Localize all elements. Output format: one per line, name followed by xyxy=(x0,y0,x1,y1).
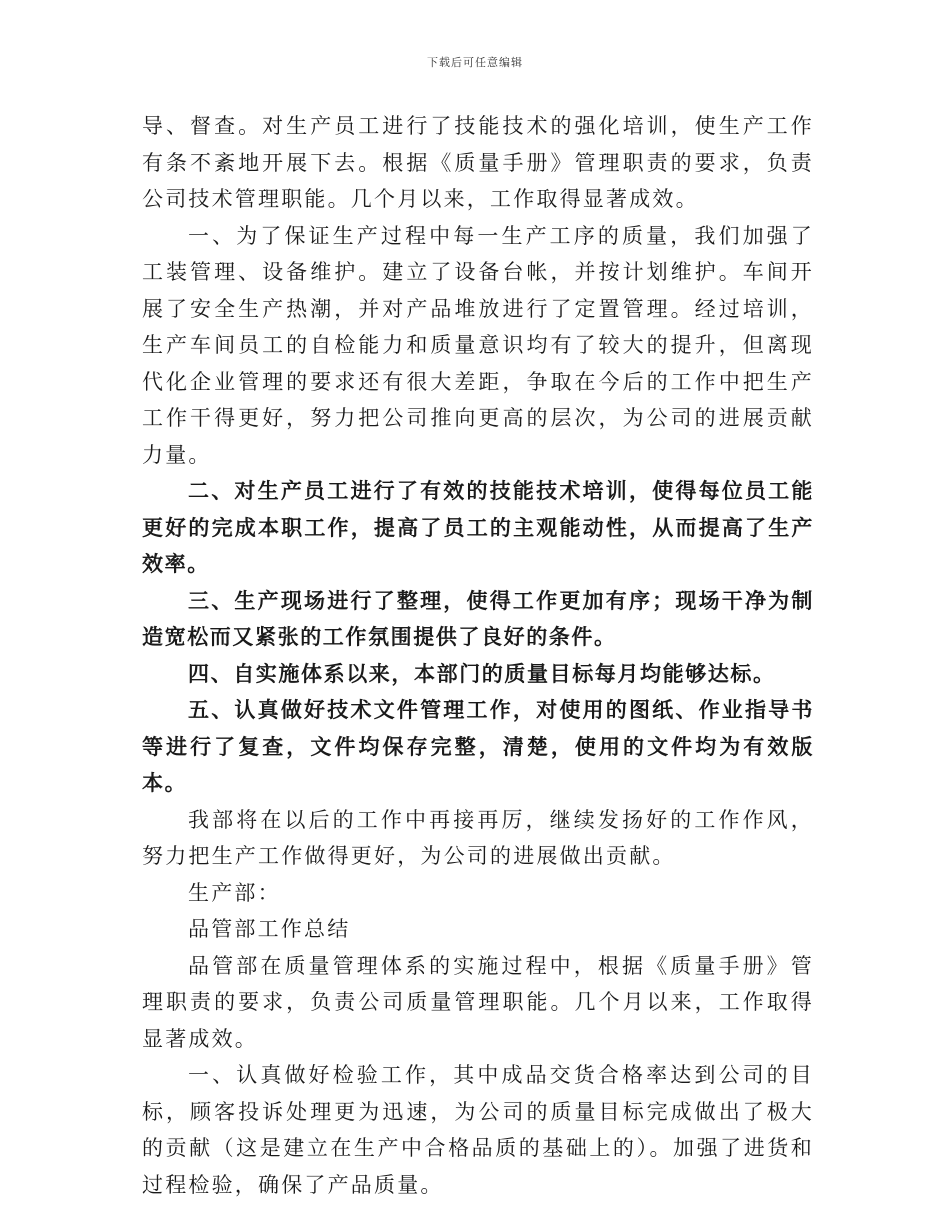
paragraph-point-three: 三、生产现场进行了整理，使得工作更加有序；现场干净为制造宽松而又紧张的工作氛围提供了良好的条件。 xyxy=(142,587,814,649)
paragraph-inspection: 一、认真做好检验工作，其中成品交货合格率达到公司的目标，顾客投诉处理更为迅速，为公司的质量目标完成做出了极大的贡献（这是建立在生产中合格品质的基础上的）。加强了进货和过程检验，确保了产品质量。 xyxy=(142,1063,814,1197)
paragraph-closing: 我部将在以后的工作中再接再厉，继续发扬好的工作作风，努力把生产工作做得更好，为公司的进展做出贡献。 xyxy=(142,807,814,868)
paragraph-point-four: 四、自实施体系以来，本部门的质量目标每月均能够达标。 xyxy=(188,660,776,686)
page-header: 下载后可任意编辑 xyxy=(427,56,523,69)
paragraph-intro: 品管部在质量管理体系的实施过程中，根据《质量手册》管理职责的要求，负责公司质量管理职能。几个月以来，工作取得显著成效。 xyxy=(142,953,814,1051)
paragraph-continuation: 导、督查。对生产员工进行了技能技术的强化培训，使生产工作有条不紊地开展下去。根据《质量手册》管理职责的要求，负责公司技术管理职能。几个月以来，工作取得显著成效。 xyxy=(142,114,814,211)
paragraph-point-two: 二、对生产员工进行了有效的技能技术培训，使得每位员工能更好的完成本职工作，提高了员工的主观能动性，从而提高了生产效率。 xyxy=(142,478,814,576)
paragraph-point-five: 五、认真做好技术文件管理工作，对使用的图纸、作业指导书等进行了复查，文件均保存完整，清楚，使用的文件均为有效版本。 xyxy=(142,697,814,795)
signature-department: 生产部： xyxy=(188,880,281,905)
paragraph-point-one: 一、为了保证生产过程中每一生产工序的质量，我们加强了工装管理、设备维护。建立了设备台帐，并按计划维护。车间开展了安全生产热潮，并对产品堆放进行了定置管理。经过培训，生产车间员工的自检能力和质量意识均有了较大的提升，但离现代化企业管理的要求还有很大差距，争取在今后的工作中把生产工作干得更好，努力把公司推向更高的层次，为公司的进展贡献力量。 xyxy=(142,223,814,467)
section-title: 品管部工作总结 xyxy=(188,917,351,941)
document-body xyxy=(142,108,814,1203)
